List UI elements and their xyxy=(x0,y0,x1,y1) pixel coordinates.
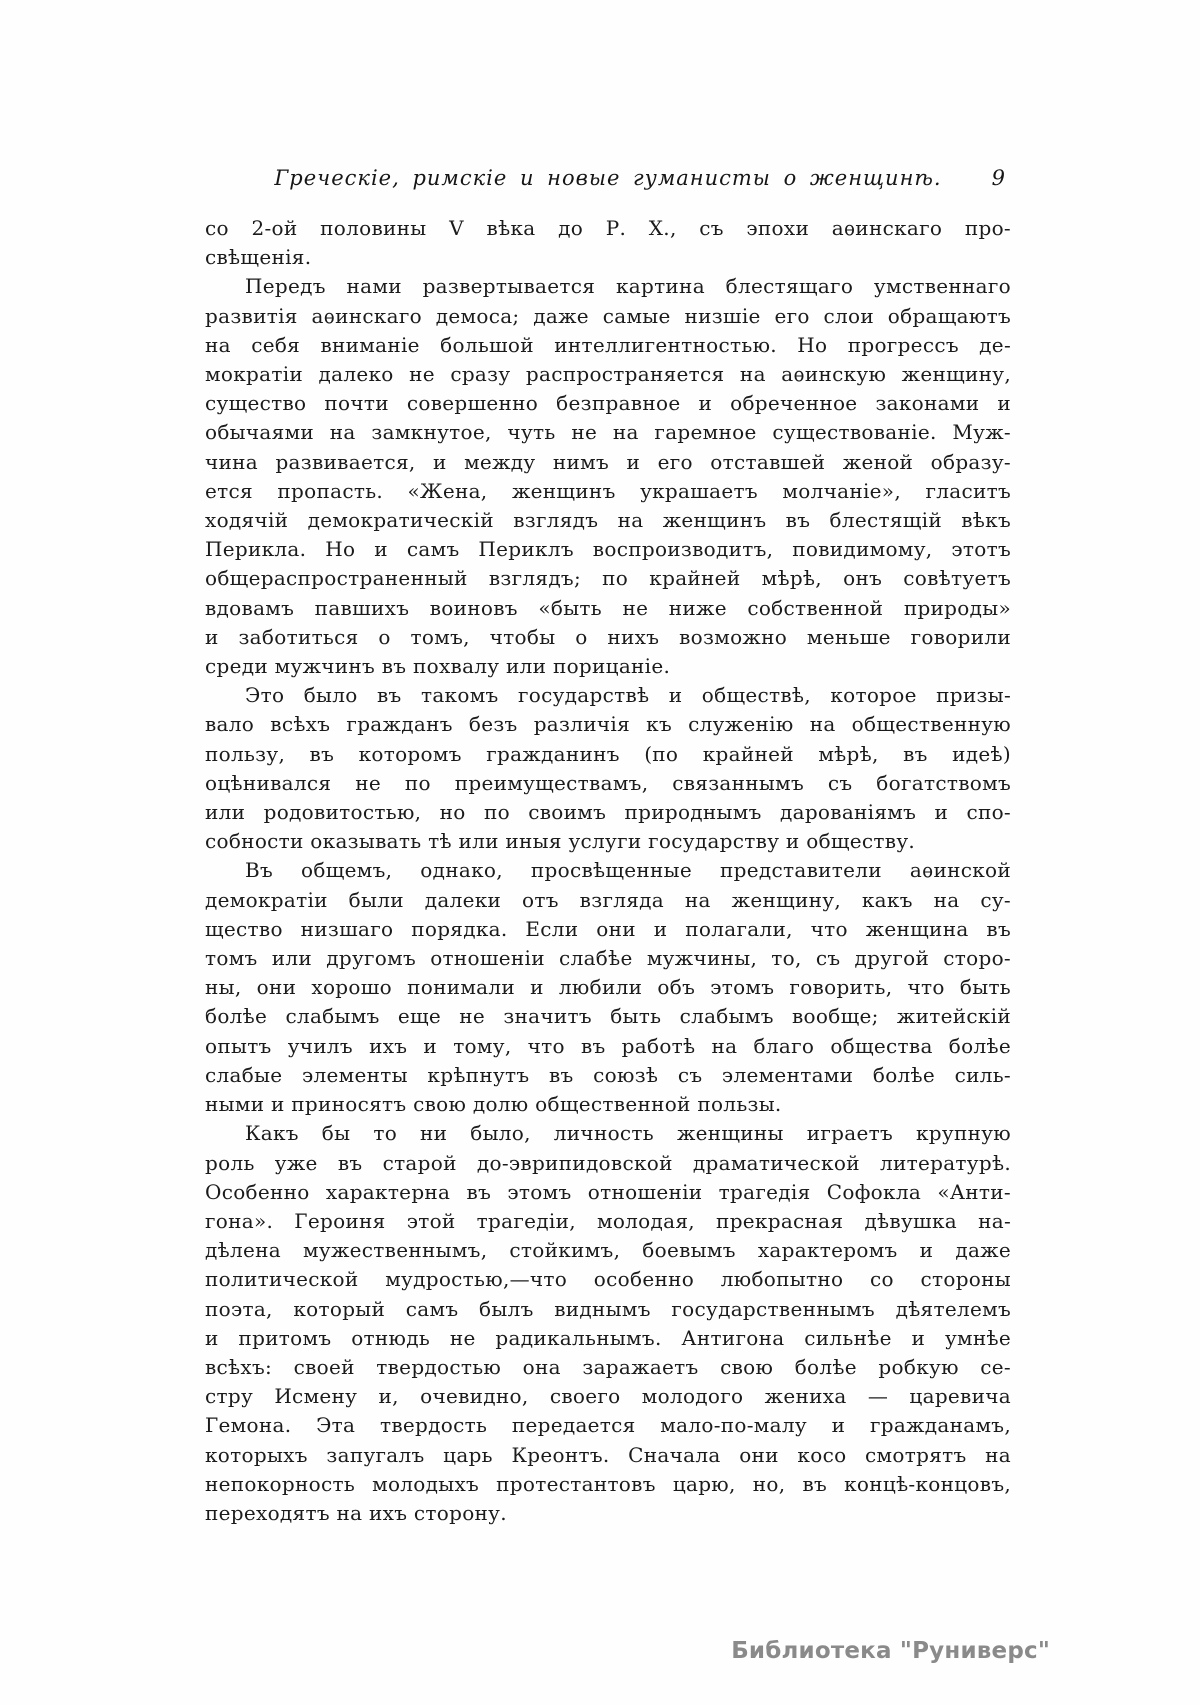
running-title: Греческіе, римскіе и новые гуманисты о женщинѣ. xyxy=(274,166,942,190)
text-line: демократіи были далеки отъ взгляда на женщину, какъ на су- xyxy=(205,887,1011,912)
text-line: всѣхъ: своей твердостью она заражаетъ свою болѣе робкую се- xyxy=(205,1354,1011,1379)
running-header xyxy=(205,166,1011,198)
text-line: опытъ училъ ихъ и тому, что въ работѣ на благо общества болѣе xyxy=(205,1033,1011,1058)
text-line: переходятъ на ихъ сторону. xyxy=(205,1500,507,1525)
text-line: развитія аѳинскаго демоса; даже самые низшіе его слои обращаютъ xyxy=(205,303,1011,328)
text-line: Передъ нами развертывается картина блестящаго умственнаго xyxy=(245,274,1011,299)
text-line: Въ общемъ, однако, просвѣщенные представители аѳинской xyxy=(245,858,1011,883)
text-line: роль уже въ старой до-эврипидовской драматической литературѣ. xyxy=(205,1150,1011,1175)
paragraph xyxy=(205,856,1011,1119)
text-line: собности оказывать тѣ или иныя услуги государству и обществу. xyxy=(205,829,916,854)
text-line: оцѣнивался не по преимуществамъ, связаннымъ съ богатствомъ xyxy=(205,770,1011,795)
page-text xyxy=(205,214,1011,1528)
text-line: чина развивается, и между нимъ и его отставшей женой образу- xyxy=(205,449,1011,474)
text-line: со 2-ой половины V вѣка до Р. Х., съ эпохи аѳинскаго про- xyxy=(205,216,1011,240)
text-line: Перикла. Но и самъ Периклъ воспроизводитъ, повидимому, этотъ xyxy=(205,537,1011,562)
text-line: Гемона. Эта твердость передается мало-по-малу и гражданамъ, xyxy=(205,1413,1011,1438)
text-line: существо почти совершенно безправное и обреченное законами и xyxy=(205,391,1011,416)
paragraph xyxy=(205,272,1011,681)
text-line: ется пропасть. «Жена, женщинъ украшаетъ молчаніе», гласитъ xyxy=(205,478,1011,503)
text-line: среди мужчинъ въ похвалу или порицаніе. xyxy=(205,654,671,679)
text-line: стру Исмену и, очевидно, своего молодого жениха — царевича xyxy=(205,1384,1011,1409)
text-line: обычаями на замкнутое, чуть не на гаремное существованіе. Муж- xyxy=(205,420,1011,445)
library-watermark: Библиотека "Руниверс" xyxy=(731,1638,1050,1664)
text-line: вало всѣхъ гражданъ безъ различія къ служенію на общественную xyxy=(205,712,1011,737)
paragraph xyxy=(205,214,1011,272)
paragraph xyxy=(205,1119,1011,1528)
page-number: 9 xyxy=(991,166,1005,190)
paragraph xyxy=(205,681,1011,856)
text-line: свѣщенія. xyxy=(205,245,312,270)
text-line: ны, они хорошо понимали и любили объ этомъ говорить, что быть xyxy=(205,975,1011,1000)
text-line: Это было въ такомъ государствѣ и обществѣ, которое призы- xyxy=(245,683,1011,708)
text-line: и заботиться о томъ, чтобы о нихъ возможно меньше говорили xyxy=(205,624,1011,649)
text-line: поэта, который самъ былъ виднымъ государственнымъ дѣятелемъ xyxy=(205,1296,1011,1321)
text-line: мократіи далеко не сразу распространяется на аѳинскую женщину, xyxy=(205,362,1011,387)
text-line: и притомъ отнюдь не радикальнымъ. Антигона сильнѣе и умнѣе xyxy=(205,1325,1011,1350)
text-line: Какъ бы то ни было, личность женщины играетъ крупную xyxy=(245,1121,1011,1146)
text-line: на себя вниманіе большой интеллигентностью. Но прогрессъ де- xyxy=(205,332,1011,357)
text-line: дѣлена мужественнымъ, стойкимъ, боевымъ характеромъ и даже xyxy=(205,1238,1011,1263)
text-line: щество низшаго порядка. Если они и полагали, что женщина въ xyxy=(205,916,1011,941)
text-line: непокорность молодыхъ протестантовъ царю, но, въ концѣ-концовъ, xyxy=(205,1471,1011,1496)
text-line: слабые элементы крѣпнутъ въ союзѣ съ элементами болѣе силь- xyxy=(205,1062,1011,1087)
text-line: ными и приносятъ свою долю общественной пользы. xyxy=(205,1092,782,1117)
text-line: общераспространенный взглядъ; по крайней мѣрѣ, онъ совѣтуетъ xyxy=(205,566,1011,591)
text-line: томъ или другомъ отношеніи слабѣе мужчины, то, съ другой сторо- xyxy=(205,946,1011,971)
text-line: гона». Героиня этой трагедіи, молодая, прекрасная дѣвушка на- xyxy=(205,1208,1011,1233)
text-line: вдовамъ павшихъ воиновъ «быть не ниже собственной природы» xyxy=(205,595,1011,620)
text-line: болѣе слабымъ еще не значитъ быть слабымъ вообще; житейскій xyxy=(205,1004,1011,1029)
text-line: или родовитостью, но по своимъ природнымъ дарованіямъ и спо- xyxy=(205,800,1011,825)
text-line: политической мудростью,—что особенно любопытно со стороны xyxy=(205,1267,1011,1292)
text-line: которыхъ запугалъ царь Креонтъ. Сначала они косо смотрятъ на xyxy=(205,1442,1011,1467)
text-line: пользу, въ которомъ гражданинъ (по крайней мѣрѣ, въ идеѣ) xyxy=(205,741,1011,766)
text-line: ходячій демократическій взглядъ на женщинъ въ блестящій вѣкъ xyxy=(205,508,1011,533)
text-line: Особенно характерна въ этомъ отношеніи трагедія Софокла «Анти- xyxy=(205,1179,1011,1204)
